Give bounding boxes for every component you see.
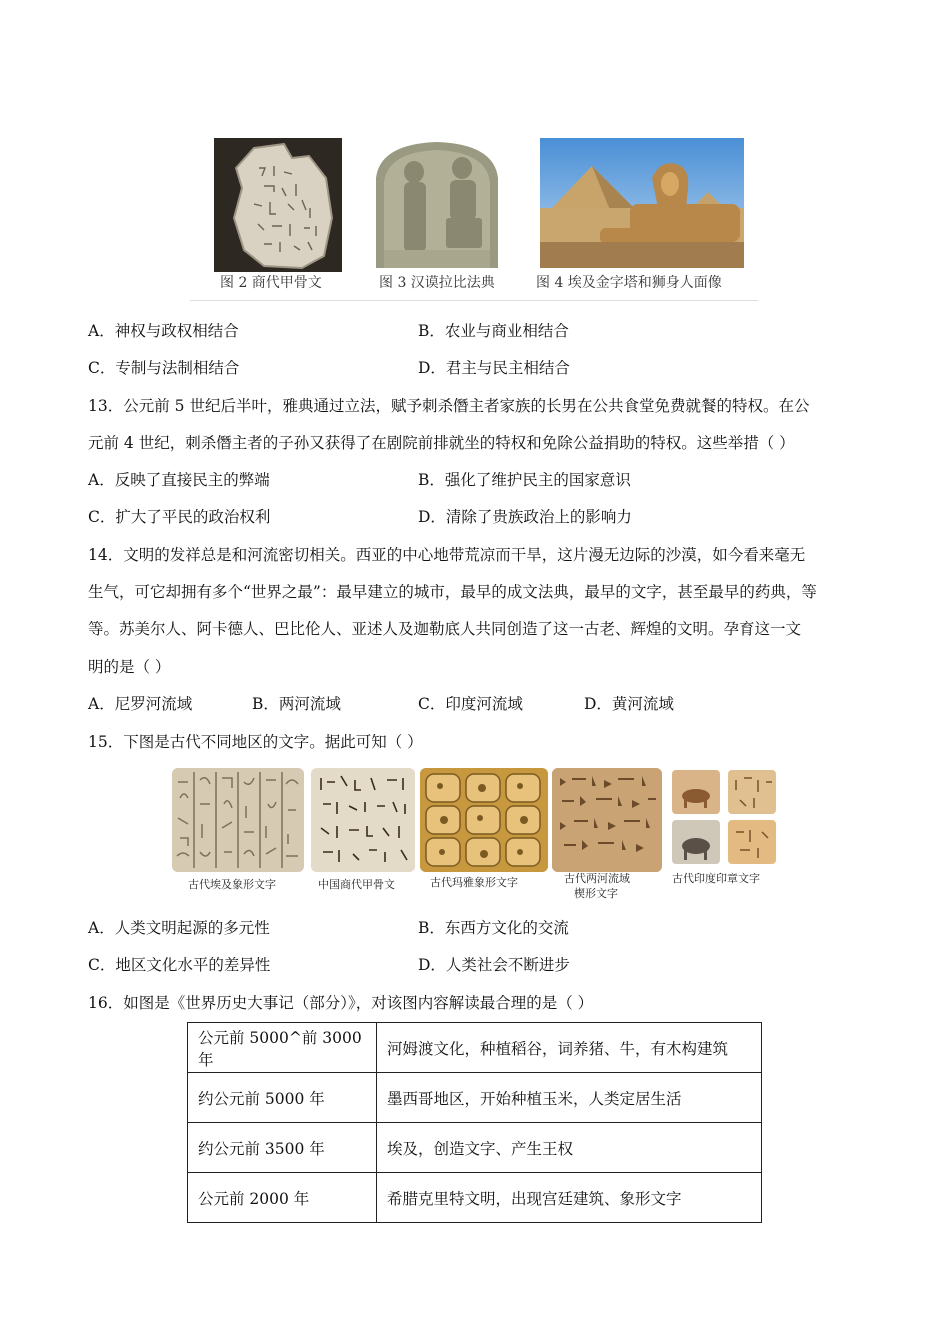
q14-stem-line1: 14．文明的发祥总是和河流密切相关。西亚的中心地带荒凉而干旱，这片漫无边际的沙漠，如今看来毫无 xyxy=(88,546,806,564)
figure-caption-pyramid: 图 4 埃及金字塔和狮身人面像 xyxy=(536,275,722,291)
caption-cuneiform-2: 楔形文字 xyxy=(574,887,618,900)
table-cell-event: 埃及，创造文字、产生王权 xyxy=(377,1123,762,1173)
q13-option-d[interactable]: D．清除了贵族政治上的影响力 xyxy=(418,508,632,526)
figure-pyramid xyxy=(540,138,744,268)
pyramid-sphinx-image xyxy=(540,138,744,268)
table-cell-time: 约公元前 5000 年 xyxy=(188,1073,377,1123)
q14-option-d[interactable]: D．黄河流域 xyxy=(584,695,674,713)
cuneiform-image xyxy=(552,768,662,872)
q15-option-c[interactable]: C．地区文化水平的差异性 xyxy=(88,956,271,974)
history-events-table xyxy=(187,1022,762,1223)
table-cell-time: 公元前 5000^前 3000 年 xyxy=(188,1023,377,1073)
caption-indus: 古代印度印章文字 xyxy=(672,872,760,885)
caption-cuneiform-1: 古代两河流域 xyxy=(564,872,630,885)
q13-option-b[interactable]: B．强化了维护民主的国家意识 xyxy=(418,471,631,489)
q14-stem-line2: 生气，可它却拥有多个“世界之最”：最早建立的城市，最早的成文法典，最早的文字，甚至最早的药典，等 xyxy=(88,583,817,601)
table-cell-event: 墨西哥地区，开始种植玉米，人类定居生活 xyxy=(377,1073,762,1123)
q15-option-b[interactable]: B．东西方文化的交流 xyxy=(418,919,569,937)
figure-caption-hammurabi: 图 3 汉谟拉比法典 xyxy=(379,275,495,291)
table-row xyxy=(188,1073,762,1123)
q12-option-d[interactable]: D．君主与民主相结合 xyxy=(418,359,570,377)
q14-option-c[interactable]: C．印度河流域 xyxy=(418,695,523,713)
oracle-bone-image xyxy=(214,138,342,272)
q14-stem-line4: 明的是（ ） xyxy=(88,658,171,676)
q14-option-b[interactable]: B．两河流域 xyxy=(252,695,341,713)
table-row xyxy=(188,1023,762,1073)
writing-strip xyxy=(172,768,780,898)
q15-option-a[interactable]: A．人类文明起源的多元性 xyxy=(88,919,270,937)
q15-stem: 15．下图是古代不同地区的文字。据此可知（ ） xyxy=(88,733,423,751)
caption-egyptian: 古代埃及象形文字 xyxy=(188,878,276,891)
caption-shang: 中国商代甲骨文 xyxy=(318,878,395,891)
q14-stem-line3: 等。苏美尔人、阿卡德人、巴比伦人、亚述人及迦勒底人共同创造了这一古老、辉煌的文明。孕育这一文 xyxy=(88,620,802,638)
q13-stem-line1: 13．公元前 5 世纪后半叶，雅典通过立法，赋予刺杀僭主者家族的长男在公共食堂免费就餐的特权。在公 xyxy=(88,397,810,415)
q13-stem-line2: 元前 4 世纪，刺杀僭主者的子孙又获得了在剧院前排就坐的特权和免除公益捐助的特权。这些举措（ ） xyxy=(88,434,795,452)
hammurabi-code-image xyxy=(370,138,504,268)
table-cell-time: 公元前 2000 年 xyxy=(188,1173,377,1223)
q14-option-a[interactable]: A．尼罗河流域 xyxy=(88,695,193,713)
indus-seal-image xyxy=(670,768,780,868)
q12-option-a[interactable]: A．神权与政权相结合 xyxy=(88,322,239,340)
egyptian-hieroglyph-image xyxy=(172,768,304,872)
shang-oracle-image xyxy=(311,768,415,872)
q16-stem: 16．如图是《世界历史大事记（部分）》，对该图内容解读最合理的是（ ） xyxy=(88,994,594,1012)
q15-option-d[interactable]: D．人类社会不断进步 xyxy=(418,956,570,974)
q12-option-c[interactable]: C．专制与法制相结合 xyxy=(88,359,240,377)
table-cell-event: 希腊克里特文明，出现宫廷建筑、象形文字 xyxy=(377,1173,762,1223)
table-cell-time: 约公元前 3500 年 xyxy=(188,1123,377,1173)
q12-option-b[interactable]: B．农业与商业相结合 xyxy=(418,322,569,340)
q13-option-a[interactable]: A．反映了直接民主的弊端 xyxy=(88,471,270,489)
q13-option-c[interactable]: C．扩大了平民的政治权利 xyxy=(88,508,271,526)
figure-caption-oracle: 图 2 商代甲骨文 xyxy=(220,275,322,291)
table-row xyxy=(188,1173,762,1223)
table-cell-event: 河姆渡文化，种植稻谷，词养猪、牛，有木构建筑 xyxy=(377,1023,762,1073)
figure-strip xyxy=(190,132,758,301)
figure-oracle-bone xyxy=(214,138,342,272)
caption-maya: 古代玛雅象形文字 xyxy=(430,876,518,889)
figure-hammurabi xyxy=(370,138,504,268)
table-row xyxy=(188,1123,762,1173)
maya-glyph-image xyxy=(420,768,548,872)
